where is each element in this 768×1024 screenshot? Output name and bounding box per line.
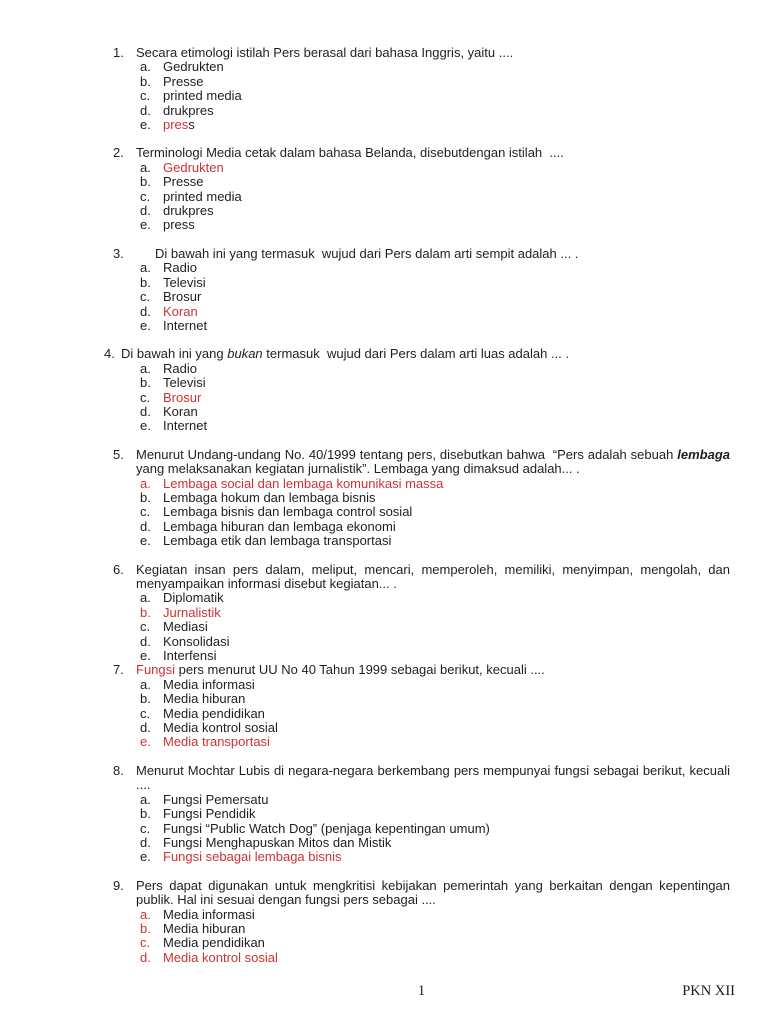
text-span: s	[188, 117, 195, 133]
option-letter: c.	[140, 935, 151, 951]
option-list	[140, 60, 730, 132]
text-span: Terminologi Media cetak dalam bahasa Belanda, disebutdengan istilah ....	[136, 145, 564, 161]
question-number: 3.	[113, 245, 124, 261]
question-row	[113, 46, 730, 60]
option	[140, 721, 730, 735]
question-row	[104, 347, 730, 361]
option-list	[140, 362, 730, 434]
text-span: Fungsi “Public Watch Dog” (penjaga kepentingan umum)	[163, 820, 490, 836]
text-span: Lembaga hokum dan lembaga bisnis	[163, 489, 376, 505]
option-letter: a.	[140, 590, 151, 606]
doc-code: PKN XII	[682, 983, 735, 1000]
option-text	[163, 118, 730, 132]
question-number: 8.	[113, 762, 124, 778]
question-row	[113, 247, 730, 261]
text-span: Presse	[163, 174, 204, 190]
option-list	[140, 678, 730, 750]
option	[140, 908, 730, 922]
option	[140, 405, 730, 419]
option-text	[163, 606, 730, 620]
text-span: Jurnalistik	[163, 604, 221, 620]
option-letter: e.	[140, 849, 151, 865]
question-text	[136, 563, 730, 592]
option	[140, 922, 730, 936]
option-letter: c.	[140, 188, 151, 204]
option-list	[140, 161, 730, 233]
option-text	[163, 89, 730, 103]
text-span: Kegiatan insan pers dalam, meliput, mencari, memperoleh, memiliki, menyimpan, mengolah, dan menyampaikan informasi disebut kegiatan... .	[136, 561, 730, 591]
option-letter: c.	[140, 289, 151, 305]
question-number: 7.	[113, 662, 124, 678]
text-span: Konsolidasi	[163, 633, 230, 649]
question-row	[113, 448, 730, 477]
question-list	[104, 45, 730, 965]
text-span: Diplomatik	[163, 590, 224, 606]
option	[140, 620, 730, 634]
option-text	[163, 419, 730, 433]
option	[140, 261, 730, 275]
text-span: Media kontrol sosial	[163, 720, 278, 736]
option-text	[163, 477, 730, 491]
option-letter: a.	[140, 475, 151, 491]
option-letter: e.	[140, 217, 151, 233]
text-span: Koran	[163, 403, 198, 419]
question	[113, 879, 730, 965]
text-span: lembaga	[677, 446, 730, 462]
text-span: Radio	[163, 260, 197, 276]
text-span: Media pendidikan	[163, 935, 265, 951]
option-text	[163, 376, 730, 390]
option-list	[140, 591, 730, 663]
option	[140, 649, 730, 663]
option	[140, 290, 730, 304]
question-number: 4.	[104, 346, 115, 362]
option-letter: c.	[140, 504, 151, 520]
text-span: termasuk wujud dari Pers dalam arti luas adalah ... .	[262, 346, 570, 362]
option-text	[163, 822, 730, 836]
text-span: Brosur	[163, 389, 202, 405]
option-text	[163, 520, 730, 534]
text-span: Media informasi	[163, 906, 255, 922]
option	[140, 606, 730, 620]
text-span: Di bawah ini yang	[121, 346, 228, 362]
text-span: Fungsi	[136, 662, 176, 678]
option-letter: b.	[140, 691, 151, 707]
question-text	[136, 448, 730, 477]
option	[140, 793, 730, 807]
option-letter: b.	[140, 274, 151, 290]
option-text	[163, 591, 730, 605]
text-span: Media hiburan	[163, 920, 246, 936]
option-text	[163, 635, 730, 649]
text-span: Brosur	[163, 289, 202, 305]
text-span: Gedrukten	[163, 59, 224, 75]
option-letter: c.	[140, 705, 151, 721]
text-span: Fungsi sebagai lembaga bisnis	[163, 849, 342, 865]
option-letter: d.	[140, 102, 151, 118]
option	[140, 118, 730, 132]
option-text	[163, 836, 730, 850]
option-letter: e.	[140, 117, 151, 133]
question-row	[113, 146, 730, 160]
option	[140, 89, 730, 103]
text-span: Lembaga bisnis dan lembaga control sosial	[163, 504, 413, 520]
text-span: Internet	[163, 418, 208, 434]
question-text	[121, 347, 730, 361]
text-span: Radio	[163, 360, 197, 376]
option-text	[163, 175, 730, 189]
question-number: 9.	[113, 877, 124, 893]
question-text	[136, 764, 730, 793]
text-span: Lembaga hiburan dan lembaga ekonomi	[163, 518, 396, 534]
option-letter: a.	[140, 906, 151, 922]
option-letter: a.	[140, 260, 151, 276]
text-span: drukpres	[163, 203, 214, 219]
option-letter: b.	[140, 806, 151, 822]
option	[140, 635, 730, 649]
option-text	[163, 678, 730, 692]
option	[140, 60, 730, 74]
option-text	[163, 161, 730, 175]
option-letter: b.	[140, 489, 151, 505]
option-letter: a.	[140, 159, 151, 175]
option-text	[163, 491, 730, 505]
text-span: Menurut Mochtar Lubis di negara-negara berkembang pers mempunyai fungsi sebagai berikut, kecuali ....	[136, 762, 730, 793]
question	[113, 663, 730, 749]
option	[140, 836, 730, 850]
option-list	[140, 908, 730, 966]
option-text	[163, 850, 730, 864]
question-number: 1.	[113, 45, 124, 60]
option-text	[163, 505, 730, 519]
option	[140, 376, 730, 390]
option-text	[163, 60, 730, 74]
option	[140, 362, 730, 376]
option-text	[163, 922, 730, 936]
question-row	[113, 879, 730, 908]
option-text	[163, 405, 730, 419]
question	[113, 448, 730, 549]
option-text	[163, 261, 730, 275]
question-row	[113, 764, 730, 793]
option-text	[163, 190, 730, 204]
option-text	[163, 692, 730, 706]
option	[140, 175, 730, 189]
text-span: Di bawah ini yang termasuk wujud dari Pers dalam arti sempit adalah ... .	[155, 245, 579, 261]
text-span: Lembaga social dan lembaga komunikasi massa	[163, 475, 444, 491]
option-letter: b.	[140, 920, 151, 936]
page-footer	[113, 983, 735, 1000]
text-span: Presse	[163, 73, 204, 89]
option-letter: b.	[140, 174, 151, 190]
option	[140, 190, 730, 204]
option-text	[163, 793, 730, 807]
option	[140, 305, 730, 319]
option-text	[163, 807, 730, 821]
option-letter: c.	[140, 389, 151, 405]
option-letter: e.	[140, 648, 151, 664]
question-row	[113, 563, 730, 592]
option	[140, 591, 730, 605]
text-span: Secara etimologi istilah Pers berasal dari bahasa Inggris, yaitu ....	[136, 45, 514, 60]
option-letter: a.	[140, 791, 151, 807]
text-span: Media hiburan	[163, 691, 246, 707]
option-text	[163, 204, 730, 218]
option-text	[163, 620, 730, 634]
text-span: printed media	[163, 88, 242, 104]
option-text	[163, 908, 730, 922]
option-text	[163, 104, 730, 118]
option-text	[163, 735, 730, 749]
question	[113, 247, 730, 333]
option-letter: c.	[140, 820, 151, 836]
text-span: Televisi	[163, 375, 206, 391]
option	[140, 75, 730, 89]
text-span: yang melaksanakan kegiatan jurnalistik”. Lembaga yang dimaksud adalah... .	[136, 461, 580, 477]
text-span: Internet	[163, 317, 208, 333]
option-letter: d.	[140, 720, 151, 736]
question-number: 5.	[113, 446, 124, 462]
option-letter: a.	[140, 676, 151, 692]
option-letter: b.	[140, 604, 151, 620]
text-span: printed media	[163, 188, 242, 204]
option	[140, 319, 730, 333]
text-span: Menurut Undang-undang No. 40/1999 tentang pers, disebutkan bahwa “Pers adalah sebuah	[136, 446, 678, 462]
option	[140, 520, 730, 534]
option-letter: d.	[140, 303, 151, 319]
option-letter: d.	[140, 518, 151, 534]
question	[113, 146, 730, 232]
question-text	[136, 146, 730, 160]
option	[140, 477, 730, 491]
text-span: bukan	[227, 346, 263, 362]
option-letter: d.	[140, 403, 151, 419]
option-letter: c.	[140, 88, 151, 104]
text-span: Media pendidikan	[163, 705, 265, 721]
option	[140, 678, 730, 692]
question-number: 2.	[113, 145, 124, 161]
option-text	[163, 362, 730, 376]
question-text	[136, 247, 730, 261]
option-letter: b.	[140, 375, 151, 391]
text-span: Interfensi	[163, 648, 217, 664]
option	[140, 104, 730, 118]
option-letter: d.	[140, 949, 151, 965]
option	[140, 735, 730, 749]
option-text	[163, 218, 730, 232]
option-text	[163, 319, 730, 333]
question-text	[136, 879, 730, 908]
option-letter: c.	[140, 619, 151, 635]
option-text	[163, 649, 730, 663]
text-span: pers menurut UU No 40 Tahun 1999 sebagai berikut, kecuali ....	[175, 662, 545, 678]
option-letter: e.	[140, 533, 151, 549]
option	[140, 505, 730, 519]
option	[140, 491, 730, 505]
option	[140, 161, 730, 175]
option-letter: d.	[140, 203, 151, 219]
option-text	[163, 721, 730, 735]
option-list	[140, 261, 730, 333]
option	[140, 850, 730, 864]
question-text	[136, 663, 730, 677]
question-number: 6.	[113, 561, 124, 577]
option	[140, 218, 730, 232]
option	[140, 707, 730, 721]
option	[140, 534, 730, 548]
option-letter: b.	[140, 73, 151, 89]
text-span: Fungsi Menghapuskan Mitos dan Mistik	[163, 834, 392, 850]
text-span: Gedrukten	[163, 159, 224, 175]
text-span: Pers dapat digunakan untuk mengkritisi kebijakan pemerintah yang berkaitan dengan kepentingan publik. Hal ini sesuai dengan fungsi pers sebagai ....	[136, 877, 730, 908]
option-text	[163, 707, 730, 721]
option	[140, 822, 730, 836]
option	[140, 807, 730, 821]
text-span: Televisi	[163, 274, 206, 290]
text-span: drukpres	[163, 102, 214, 118]
option	[140, 204, 730, 218]
option	[140, 692, 730, 706]
option-text	[163, 391, 730, 405]
option	[140, 951, 730, 965]
option-letter: d.	[140, 834, 151, 850]
option-letter: a.	[140, 59, 151, 75]
option-list	[140, 793, 730, 865]
option-letter: e.	[140, 317, 151, 333]
option-text	[163, 290, 730, 304]
text-span: Fungsi Pendidik	[163, 806, 256, 822]
text-span: Mediasi	[163, 619, 208, 635]
option-text	[163, 534, 730, 548]
text-span: Lembaga etik dan lembaga transportasi	[163, 533, 392, 549]
text-span: pres	[163, 117, 189, 133]
text-span: press	[163, 217, 195, 233]
text-span: Fungsi Pemersatu	[163, 791, 269, 807]
option-text	[163, 75, 730, 89]
question	[113, 764, 730, 865]
option-letter: d.	[140, 633, 151, 649]
option-list	[140, 477, 730, 549]
option-letter: e.	[140, 734, 151, 750]
option	[140, 391, 730, 405]
option-text	[163, 951, 730, 965]
question	[104, 346, 730, 434]
option	[140, 936, 730, 950]
question	[113, 46, 730, 132]
question-text	[136, 46, 730, 60]
text-span: Media transportasi	[163, 734, 270, 750]
option-text	[163, 276, 730, 290]
question	[113, 563, 730, 664]
option-letter: a.	[140, 360, 151, 376]
option	[140, 276, 730, 290]
text-span: Media kontrol sosial	[163, 949, 278, 965]
page-number: 1	[417, 983, 426, 1000]
option-text	[163, 936, 730, 950]
question-row	[113, 663, 730, 677]
option-letter: e.	[140, 418, 151, 434]
text-span: Koran	[163, 303, 198, 319]
text-span: Media informasi	[163, 676, 255, 692]
option-text	[163, 305, 730, 319]
option	[140, 419, 730, 433]
